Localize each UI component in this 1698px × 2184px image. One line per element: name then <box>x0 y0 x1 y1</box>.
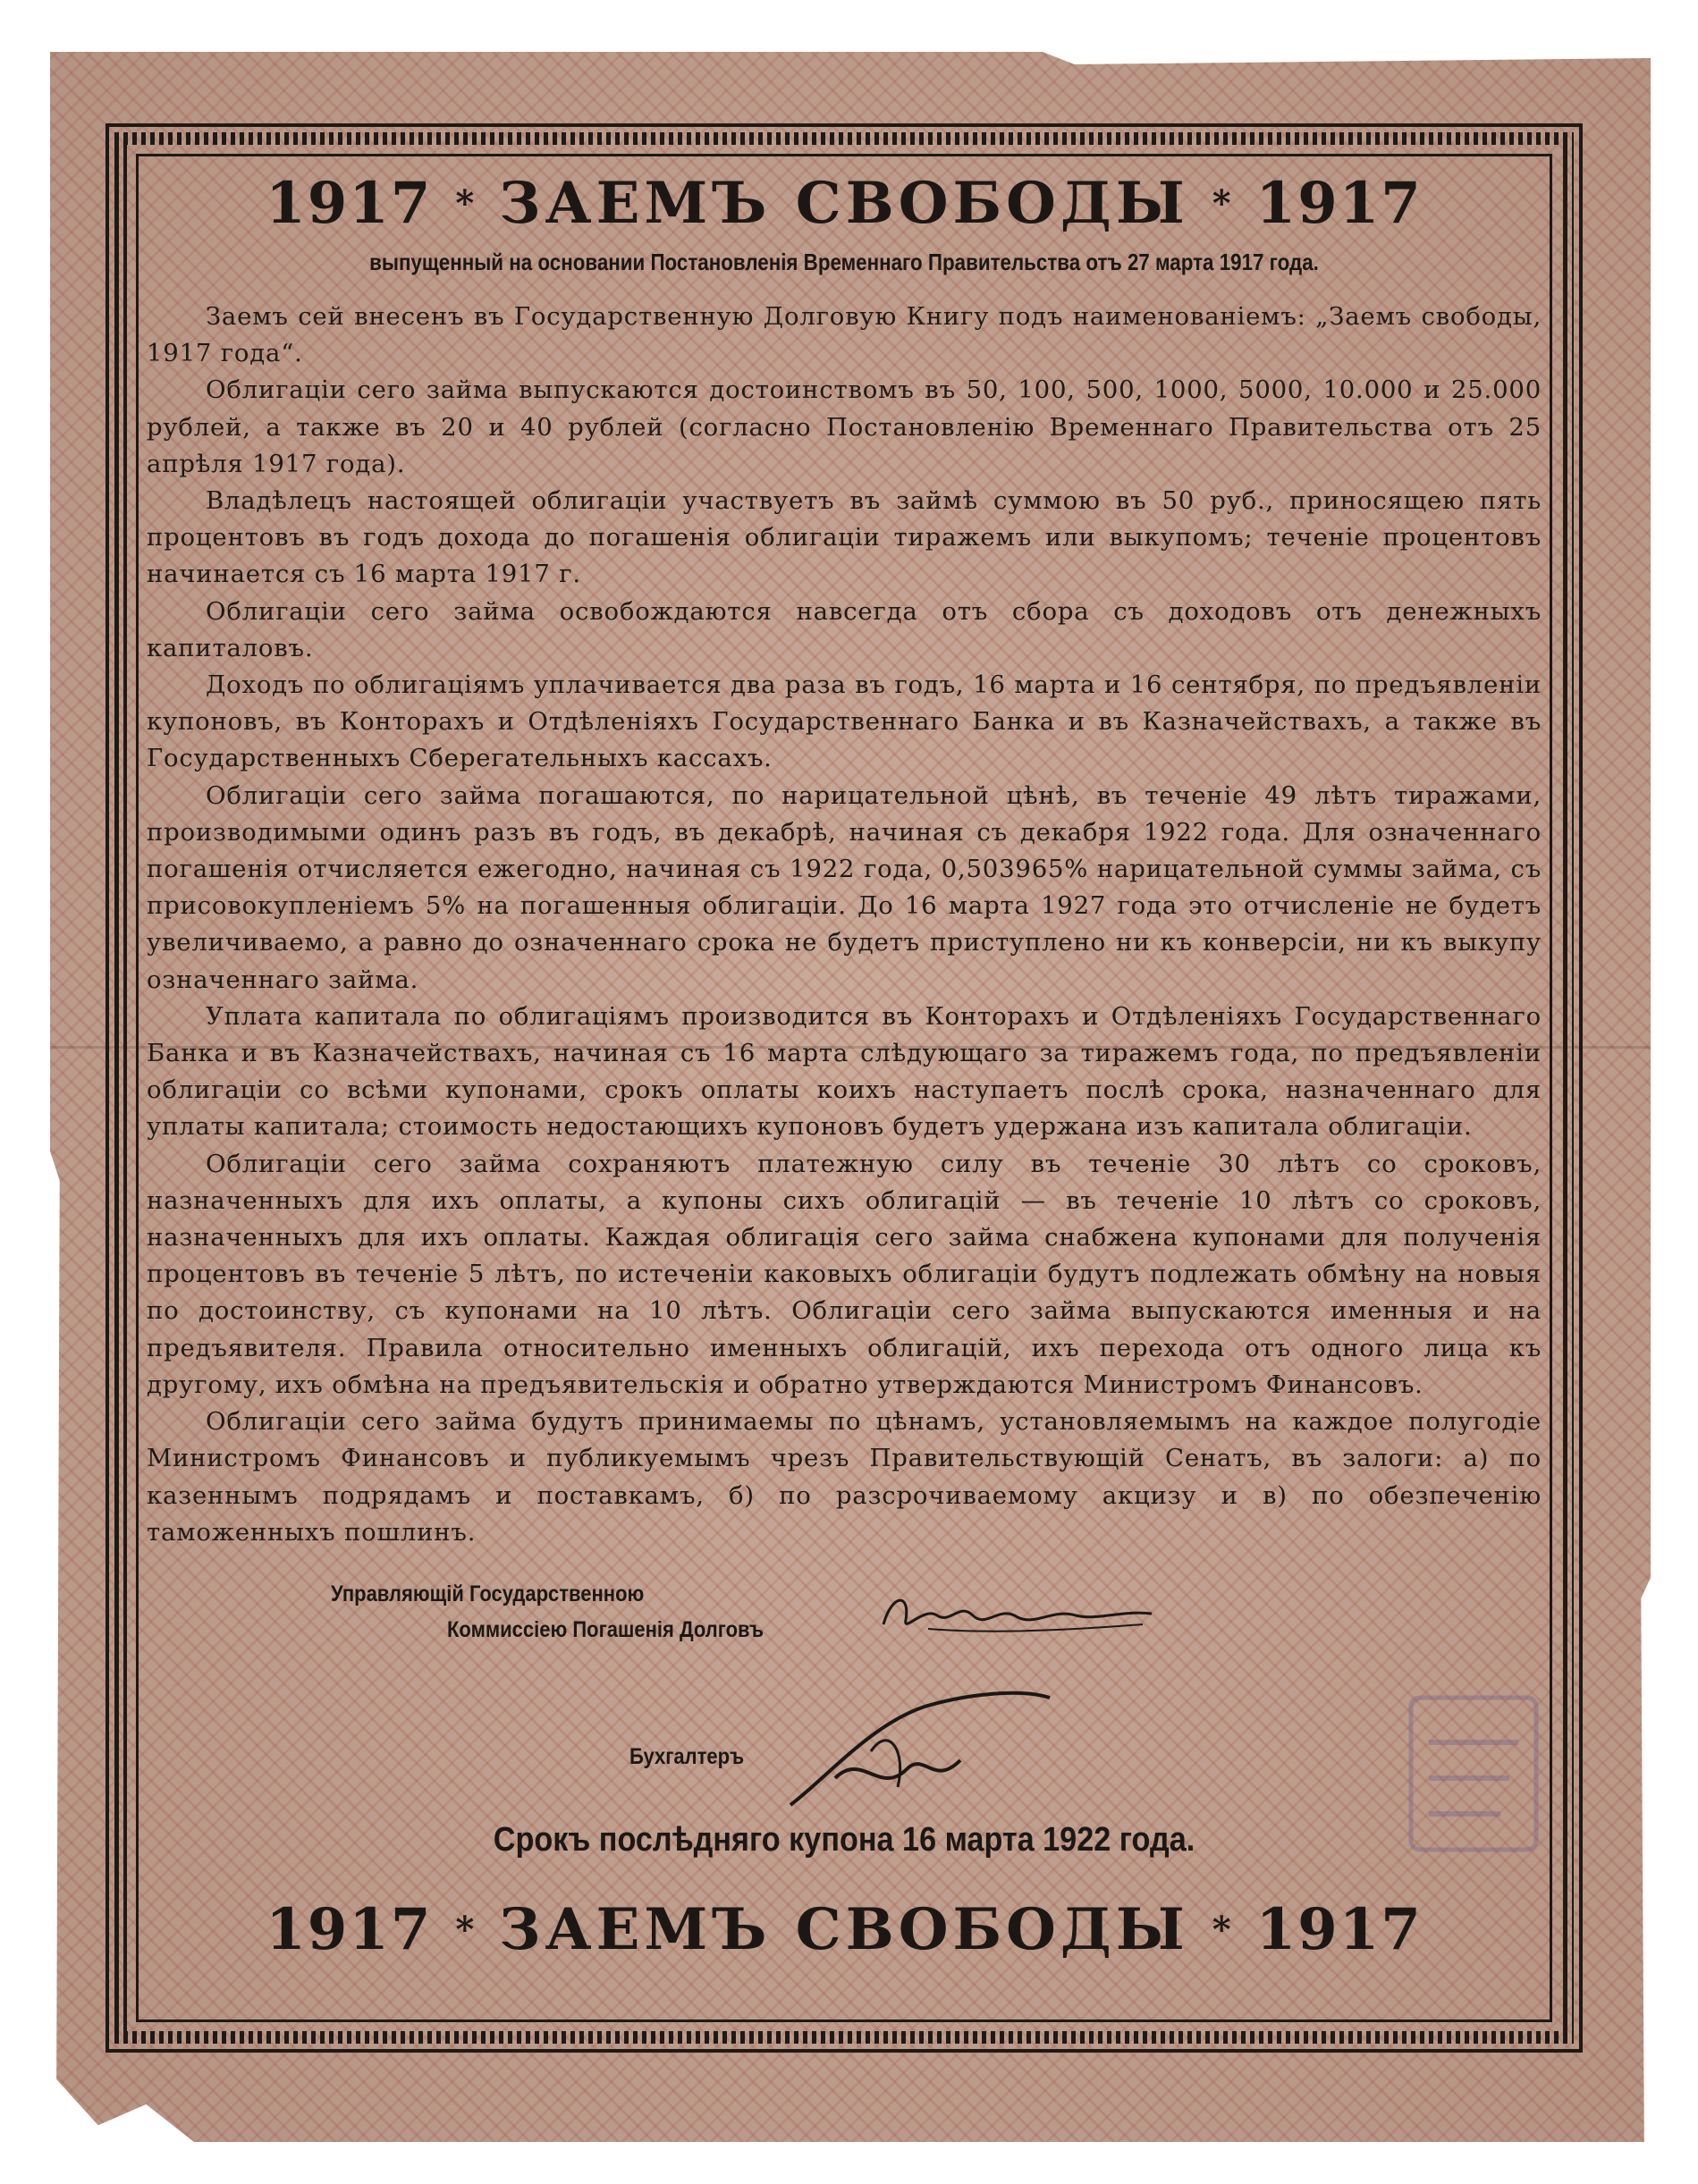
terms-paragraph: Уплата капитала по облигаціямъ производится въ Конторахъ и Отдѣленіяхъ Государственнаго Банка и въ Казначействахъ, начиная съ 16 марта слѣдующаго за тиражемъ года, по предъявленіи облигаціи со всѣми купонами, срокъ оплаты коихъ наступаетъ послѣ срока, назначеннаго для уплаты капитала; стоимость недостающихъ купоновъ будетъ удержана изъ капитала облигаціи. <box>147 1001 1542 1142</box>
title-star-ornament: * <box>1212 1908 1233 1951</box>
terms-paragraph: Заемъ сей внесенъ въ Государственную Долговую Книгу подъ наименованіемъ: „Заемъ свободы, 1917 года“. <box>147 302 1542 368</box>
terms-paragraph: Облигаціи сего займа погашаются, по нарицательной цѣнѣ, въ теченіе 49 лѣтъ тиражами, производимыми одинъ разъ въ годъ, въ декабрѣ, начиная съ декабря 1922 года. Для означеннаго погашенія отчисляется ежегодно, начиная съ 1922 года, 0,503965% нарицательной суммы займа, съ присовокупленіемъ 5% на погашенныя облигаціи. До 16 марта 1927 года это отчисленіе не будетъ увеличиваемо, а равно до означеннаго срока не будетъ приступлено ни къ конверсіи, ни къ выкупу означеннаго займа. <box>147 780 1542 994</box>
title-star-ornament: * <box>1212 182 1233 224</box>
title-name: ЗАЕМЪ СВОБОДЫ <box>499 1895 1189 1963</box>
terms-paragraph: Доходъ по облигаціямъ уплачивается два раза въ годъ, 16 марта и 16 сентября, по предъявленіи купоновъ, въ Конторахъ и Отдѣленіяхъ Государственнаго Банка и въ Казначействахъ, а также въ Государственныхъ Сберегательныхъ кассахъ. <box>147 670 1542 773</box>
bond-title-top <box>141 168 1547 240</box>
last-coupon-deadline: Срокъ послѣдняго купона 16 марта 1922 года. <box>493 1820 1195 1859</box>
terms-paragraph: Облигаціи сего займа сохраняютъ платежную силу въ теченіе 30 лѣтъ со сроковъ, назначенныхъ для ихъ оплаты, а купоны сихъ облигацій — въ теченіе 10 лѣтъ со сроковъ, назначенныхъ для ихъ оплаты. Каждая облигація сего займа снабжена купонами для полученія процентовъ въ теченіе 5 лѣтъ, по истеченіи каковыхъ облигаціи будутъ подлежать обмѣну на новыя по достоинству, съ купонами на 10 лѣтъ. Облигаціи сего займа выпускаются именныя и на предъявителя. Правила относительно именныхъ облигацій, ихъ перехода отъ одного лица къ другому, ихъ обмѣна на предъявительскія и обратно утверждаются Министромъ Финансовъ. <box>147 1149 1542 1399</box>
title-year-right: 1917 <box>1255 170 1423 237</box>
signature-block <box>141 1581 1547 1850</box>
signatory-title-line2: Коммиссіею Погашенія Долговъ <box>447 1616 765 1642</box>
terms-paragraph: Облигаціи сего займа будутъ принимаемы по цѣнамъ, установляемымъ на каждое полугодіе Министромъ Финансовъ и публикуемымъ чрезъ Правительствующій Сенатъ, въ залоги: а) по казеннымъ подрядамъ и поставкамъ, б) по разсрочиваемому акцизу и в) по обезпеченію таможенныхъ пошлинъ. <box>147 1407 1542 1547</box>
terms-paragraph: Облигаціи сего займа выпускаются достоинствомъ въ 50, 100, 500, 1000, 5000, 10.000 и 25.000 рублей, а также въ 20 и 40 рублей (согласно Постановленію Временнаго Правительства отъ 25 апрѣля 1917 года). <box>147 375 1542 478</box>
accountant-signature <box>755 1671 1059 1823</box>
title-year-right: 1917 <box>1255 1895 1423 1963</box>
bond-content <box>141 168 1547 2019</box>
title-year-left: 1917 <box>266 170 433 237</box>
bond-terms <box>141 299 1547 1551</box>
bond-title-bottom <box>141 1894 1547 1966</box>
title-name: ЗАЕМЪ СВОБОДЫ <box>499 170 1189 237</box>
terms-paragraph: Владѣлецъ настоящей облигаціи участвуетъ въ займѣ суммою въ 50 руб., приносящею пять процентовъ въ годъ дохода до погашенія облигаціи тиражемъ или выкупомъ; теченіе процентовъ начинается съ 16 марта 1917 г. <box>147 486 1542 589</box>
title-year-left: 1917 <box>266 1895 433 1963</box>
terms-paragraph: Облигаціи сего займа освобождаются навсегда отъ сбора съ доходовъ отъ денежныхъ капиталовъ. <box>147 596 1542 662</box>
director-signature <box>874 1589 1161 1642</box>
title-star-ornament: * <box>455 182 477 224</box>
bond-subtitle: выпущенный на основании Постановленія Временнаго Правительства отъ 27 марта 1917 года. <box>369 249 1319 275</box>
accountant-title: Бухгалтеръ <box>629 1743 745 1769</box>
title-star-ornament: * <box>455 1908 477 1951</box>
signatory-title-line1: Управляющій Государственною <box>331 1581 645 1606</box>
